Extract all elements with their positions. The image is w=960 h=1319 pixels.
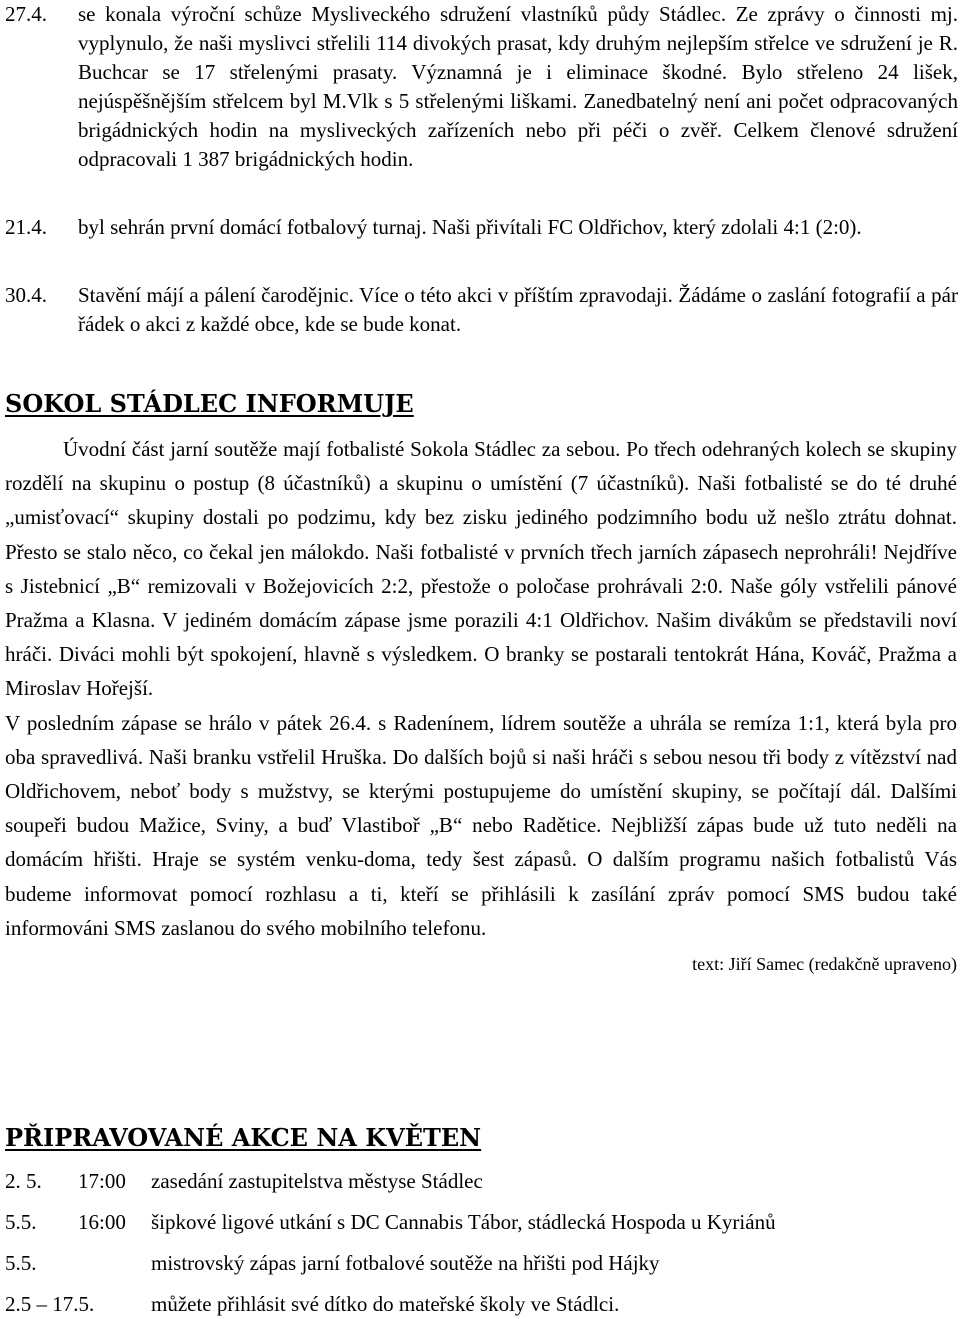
event-text: mistrovský zápas jarní fotbalové soutěže na hřišti pod Hájky — [151, 1251, 660, 1275]
news-entry — [5, 281, 958, 339]
event-date: 2. 5. — [5, 1169, 42, 1193]
sokol-paragraph: Úvodní část jarní soutěže mají fotbalisté Sokola Stádlec za sebou. Po třech odehraných kolech se skupiny rozdělí na skupinu o postup (8 účastníků) a skupinu o umístění (7 účastníků). Naši fotbalisté se do té druhé „umisťovací“ skupiny dostali po podzimu, kdy bez zisku jediného podzimního bodu už nešlo ztrátu dohnat. Přesto se stalo něco, co čekal jen málokdo. Naši fotbalisté v prvních třech jarních zápasech neprohráli! Nejdříve s Jistebnicí „B“ remizovali v Božejovicích 2:2, přestože o poločase prohrávali 2:0. Naše góly vstřelili pánové Pražma a Klasna. V jediném domácím zápase jsme porazili 4:1 Oldřichov. Našim divákům se představili noví hráči. Diváci mohli být spokojení, hlavně s výsledkem. O branky se postarali tentokrát Hána, Kováč, Pražma a Miroslav Hořejší. — [5, 437, 957, 701]
event-time: 17:00 — [78, 1169, 126, 1193]
event-text: můžete přihlásit své dítko do mateřské školy ve Stádlci. — [151, 1292, 620, 1316]
sokol-heading: SOKOL STÁDLEC INFORMUJE — [5, 389, 414, 418]
event-date: 5.5. — [5, 1251, 37, 1275]
news-entry — [5, 213, 958, 242]
sokol-paragraph: V posledním zápase se hrálo v pátek 26.4. s Radenínem, lídrem soutěže a uhrála se remíza 1:1, která byla pro oba spravedlivá. Naši branku vstřelil Hruška. Do dalších bojů si naši hráči s sebou nesou tři body z vítězství nad Oldřichovem, neboť body s mužstvy, se kterými postupujeme do umístění skupiny, se počítají dál. Dalšími soupeři budou Mažice, Sviny, a buď Vlastiboř „B“ nebo Radětice. Nejbližší zápas bude už tuto neděli na domácím hřišti. Hraje se systém venku-doma, tedy šest zápasů. O dalším programu našich fotbalistů Vás budeme informovat pomocí rozhlasu a ti, kteří se přihlásili k zasílání zpráv pomocí SMS budou také informováni SMS zaslanou do svého mobilního telefonu. — [5, 710, 957, 940]
events-heading: PŘIPRAVOVANÉ AKCE NA KVĚTEN — [5, 1123, 482, 1152]
event-text: šipkové ligové utkání s DC Cannabis Tábor, stádlecká Hospoda u Kyriánů — [151, 1210, 776, 1234]
news-entry — [5, 0, 958, 174]
event-text: zasedání zastupitelstva městyse Stádlec — [151, 1169, 483, 1193]
news-date: 27.4. — [5, 2, 47, 26]
news-text: byl sehrán první domácí fotbalový turnaj. Naši přivítali FC Oldřichov, který zdolali 4:1 (2:0). — [78, 215, 862, 239]
sokol-article — [5, 432, 957, 979]
news-text: se konala výroční schůze Mysliveckého sdružení vlastníků půdy Stádlec. Ze zprávy o činnosti mj. vyplynulo, že naši myslivci střelili 114 divokých prasat, kdy druhým nejlepším střelce ve sdružení je R. Buchcar se 17 střelenými prasaty. Významná je i eliminace škodné. Bylo střeleno 24 lišek, nejúspěšnějším střelcem byl M.Vlk s 5 střelenými liškami. Zanedbatelný není ani počet odpracovaných brigádnických hodin na mysliveckých zařízeních nebo při péči o zvěř. Celkem členové sdružení odpracovali 1 387 brigádnických hodin. — [78, 2, 958, 171]
event-date: 5.5. — [5, 1210, 37, 1234]
news-text: Stavění májí a pálení čarodějnic. Více o této akci v příštím zpravodaji. Žádáme o zaslání fotografií a pár řádek o akci z každé obce, kde se bude konat. — [78, 283, 958, 336]
article-signature: text: Jiří Samec (redakčně upraveno) — [692, 954, 957, 975]
news-date: 21.4. — [5, 215, 47, 239]
news-date: 30.4. — [5, 283, 47, 307]
event-date: 2.5 – 17.5. — [5, 1292, 95, 1316]
event-time: 16:00 — [78, 1210, 126, 1234]
